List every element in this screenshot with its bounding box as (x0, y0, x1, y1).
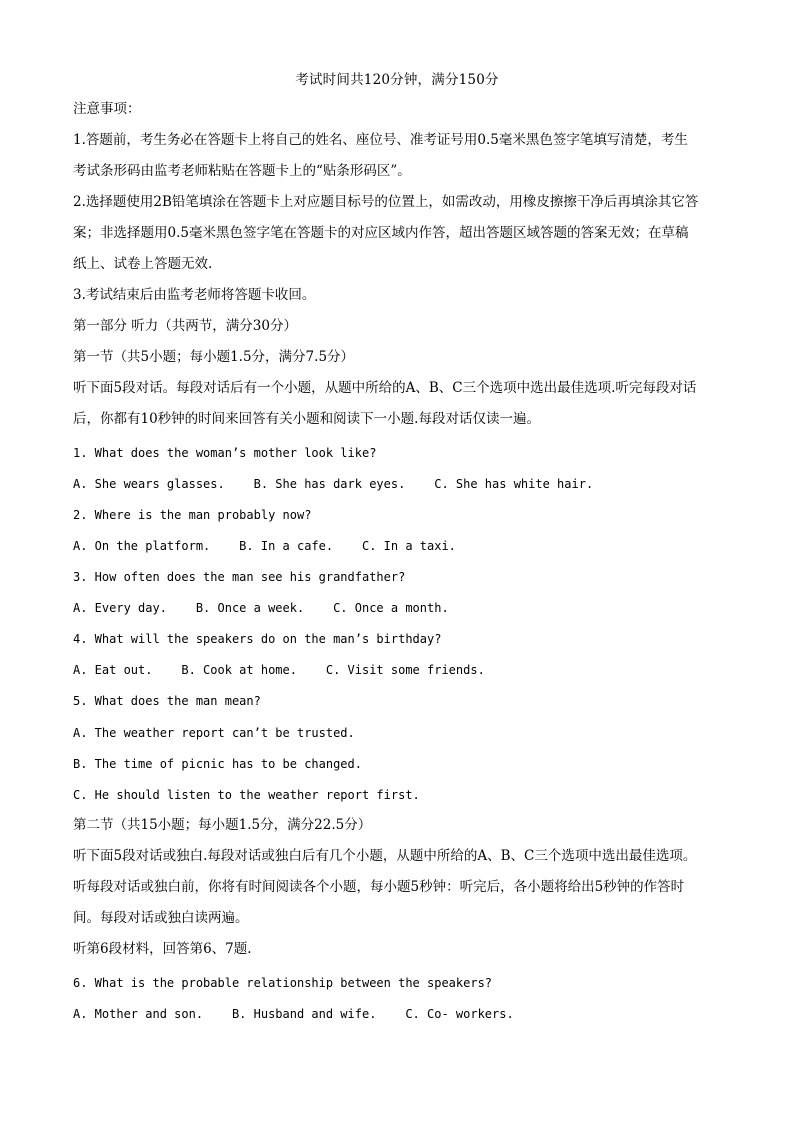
section1-heading: 第一节（共5小题；每小题1.5分，满分7.5分） (73, 349, 355, 365)
section1-instructions-line-2: 后，你都有10秒钟的时间来回答有关小题和阅读下一小题.每段对话仅读一遍。 (73, 411, 540, 427)
question-3-options: A. Every day. B. Once a week. C. Once a month. (73, 601, 449, 615)
section2-heading: 第二节（共15小题；每小题1.5分，满分22.5分） (73, 817, 372, 833)
note-item-2-line-2: 案；非选择题用0.5毫米黑色签字笔在答题卡的对应区域内作答，超出答题区域答题的答案无效；在草稿 (73, 225, 689, 241)
question-5-option-c: C. He should listen to the weather report first. (73, 788, 420, 802)
note-item-2-line-1: 2.选择题使用2B铅笔填涂在答题卡上对应题目标号的位置上，如需改动，用橡皮擦擦干净后再填涂其它答 (73, 194, 699, 210)
section2-instructions-line-1: 听下面5段对话或独白.每段对话或独白后有几个小题，从题中所给的A、B、C三个选项中选出最佳选项。 (73, 848, 697, 864)
question-6: 6. What is the probable relationship between the speakers? (73, 976, 493, 990)
question-4: 4. What will the speakers do on the man’s birthday? (73, 632, 442, 646)
question-2: 2. Where is the man probably now? (73, 508, 312, 522)
note-item-3: 3.考试结束后由监考老师将答题卡收回。 (73, 287, 316, 303)
notes-heading: 注意事项： (73, 101, 141, 117)
question-4-options: A. Eat out. B. Cook at home. C. Visit some friends. (73, 663, 485, 677)
note-item-1-line-2: 考试条形码由监考老师粘贴在答题卡上的“贴条形码区”。 (73, 163, 411, 179)
section1-instructions-line-1: 听下面5段对话。每段对话后有一个小题，从题中所给的A、B、C三个选项中选出最佳选项.听完每段对话 (73, 380, 697, 396)
exam-time-title: 考试时间共120分钟，满分150分 (295, 72, 499, 88)
section2-instructions-line-2: 听每段对话或独白前，你将有时间阅读各个小题，每小题5秒钟：听完后，各小题将给出5秒钟的作答时 (73, 879, 685, 895)
question-1: 1. What does the woman’s mother look like? (73, 446, 377, 460)
note-item-1-line-1: 1.答题前，考生务必在答题卡上将自己的姓名、座位号、准考证号用0.5毫米黑色签字笔填写清楚，考生 (73, 132, 688, 148)
question-5-option-b: B. The time of picnic has to be changed. (73, 757, 362, 771)
part1-heading: 第一部分 听力（共两节，满分30分） (73, 318, 297, 334)
material-6-heading: 听第6段材料，回答第6、7题. (73, 941, 252, 957)
question-5: 5. What does the man mean? (73, 694, 261, 708)
question-1-options: A. She wears glasses. B. She has dark eyes. C. She has white hair. (73, 477, 594, 491)
section2-instructions-line-3: 间。每段对话或独白读两遍。 (73, 910, 249, 926)
question-5-option-a: A. The weather report can’t be trusted. (73, 726, 355, 740)
question-3: 3. How often does the man see his grandfather? (73, 570, 406, 584)
question-6-options: A. Mother and son. B. Husband and wife. C. Co- workers. (73, 1007, 514, 1021)
note-item-2-line-3: 纸上、试卷上答题无效. (73, 256, 213, 272)
question-2-options: A. On the platform. B. In a cafe. C. In a taxi. (73, 539, 456, 553)
